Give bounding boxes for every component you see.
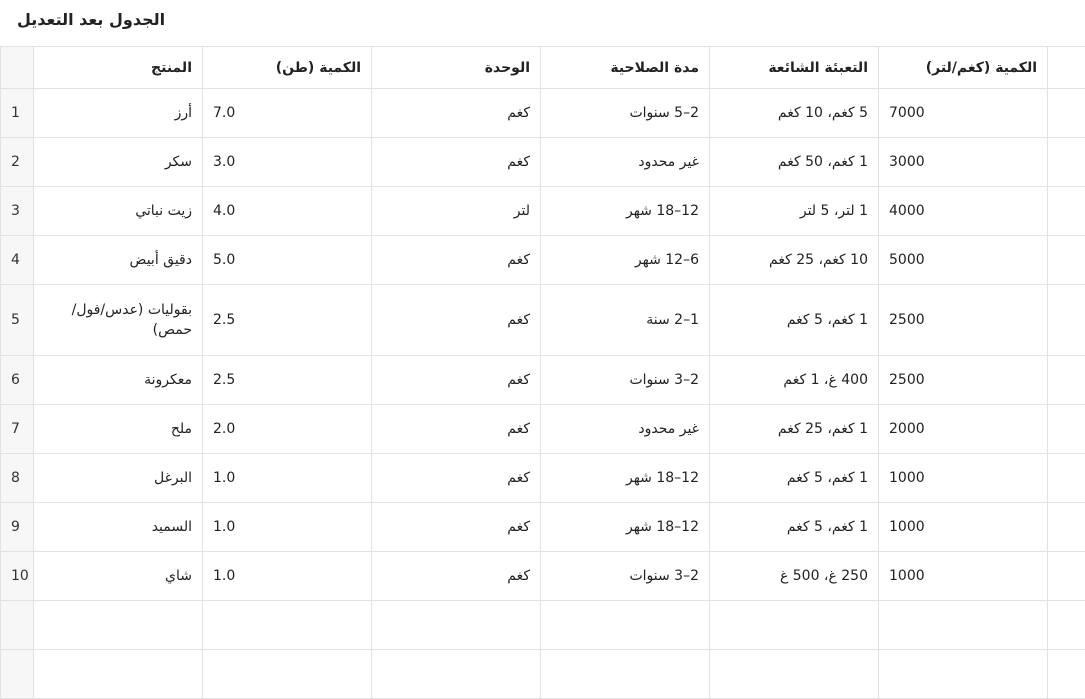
- cell-packaging[interactable]: 250 غ، 500 غ: [710, 552, 879, 601]
- cell-quantity-kg[interactable]: 2500: [879, 356, 1048, 405]
- cell-product[interactable]: بقوليات (عدس/فول/حمص): [34, 285, 203, 356]
- cell-quantity-kg[interactable]: 4000: [879, 187, 1048, 236]
- cell-unit[interactable]: كغم: [372, 503, 541, 552]
- cell-shelf-life[interactable]: 2–3 سنوات: [541, 552, 710, 601]
- table-row[interactable]: [1, 356, 1085, 405]
- cell-empty[interactable]: [1048, 454, 1085, 503]
- table-row[interactable]: [1, 552, 1085, 601]
- cell-quantity-tons[interactable]: 2.5: [203, 285, 372, 356]
- row-number-empty[interactable]: [1, 601, 34, 650]
- cell-product[interactable]: دقيق أبيض: [34, 236, 203, 285]
- cell-empty[interactable]: [203, 650, 372, 699]
- cell-quantity-kg[interactable]: 1000: [879, 552, 1048, 601]
- row-number[interactable]: 1: [1, 89, 34, 138]
- header-unit[interactable]: الوحدة: [372, 47, 541, 89]
- cell-product[interactable]: زيت نباتي: [34, 187, 203, 236]
- empty-row[interactable]: [1, 601, 1085, 650]
- row-number-empty[interactable]: [1, 650, 34, 699]
- cell-empty[interactable]: [1048, 552, 1085, 601]
- cell-quantity-kg[interactable]: 3000: [879, 138, 1048, 187]
- cell-empty[interactable]: [710, 650, 879, 699]
- header-quantity-tons[interactable]: الكمية (طن): [203, 47, 372, 89]
- cell-product[interactable]: البرغل: [34, 454, 203, 503]
- cell-packaging[interactable]: 1 كغم، 25 كغم: [710, 405, 879, 454]
- cell-quantity-tons[interactable]: 2.5: [203, 356, 372, 405]
- table-row[interactable]: [1, 89, 1085, 138]
- cell-empty[interactable]: [1048, 601, 1085, 650]
- cell-packaging[interactable]: 5 كغم، 10 كغم: [710, 89, 879, 138]
- cell-unit[interactable]: كغم: [372, 454, 541, 503]
- row-number[interactable]: 3: [1, 187, 34, 236]
- cell-unit[interactable]: كغم: [372, 89, 541, 138]
- cell-quantity-kg[interactable]: 1000: [879, 454, 1048, 503]
- row-number[interactable]: 10: [1, 552, 34, 601]
- cell-empty[interactable]: [372, 601, 541, 650]
- cell-shelf-life[interactable]: 12–18 شهر: [541, 187, 710, 236]
- cell-quantity-kg[interactable]: 7000: [879, 89, 1048, 138]
- cell-empty[interactable]: [34, 601, 203, 650]
- cell-shelf-life[interactable]: 12–18 شهر: [541, 503, 710, 552]
- cell-unit[interactable]: كغم: [372, 236, 541, 285]
- cell-shelf-life[interactable]: 2–5 سنوات: [541, 89, 710, 138]
- cell-product[interactable]: السميد: [34, 503, 203, 552]
- cell-quantity-kg[interactable]: 2000: [879, 405, 1048, 454]
- cell-packaging[interactable]: 1 كغم، 50 كغم: [710, 138, 879, 187]
- page-title: الجدول بعد التعديل: [17, 10, 165, 29]
- data-table: [0, 46, 1085, 699]
- cell-empty[interactable]: [710, 601, 879, 650]
- cell-product[interactable]: شاي: [34, 552, 203, 601]
- cell-quantity-kg[interactable]: 1000: [879, 503, 1048, 552]
- cell-packaging[interactable]: 10 كغم، 25 كغم: [710, 236, 879, 285]
- row-number[interactable]: 2: [1, 138, 34, 187]
- table-row[interactable]: [1, 454, 1085, 503]
- header-packaging[interactable]: التعبئة الشائعة: [710, 47, 879, 89]
- cell-empty[interactable]: [541, 650, 710, 699]
- cell-shelf-life[interactable]: غير محدود: [541, 138, 710, 187]
- cell-empty[interactable]: [34, 650, 203, 699]
- cell-product[interactable]: أرز: [34, 89, 203, 138]
- cell-unit[interactable]: كغم: [372, 285, 541, 356]
- cell-empty[interactable]: [1048, 650, 1085, 699]
- header-quantity-kg[interactable]: الكمية (كغم/لتر): [879, 47, 1048, 89]
- cell-product[interactable]: ملح: [34, 405, 203, 454]
- cell-quantity-tons[interactable]: 2.0: [203, 405, 372, 454]
- table-row[interactable]: [1, 285, 1085, 356]
- cell-unit[interactable]: لتر: [372, 187, 541, 236]
- header-shelf-life[interactable]: مدة الصلاحية: [541, 47, 710, 89]
- row-number[interactable]: 5: [1, 285, 34, 356]
- cell-shelf-life[interactable]: 2–3 سنوات: [541, 356, 710, 405]
- cell-empty[interactable]: [1048, 89, 1085, 138]
- cell-packaging[interactable]: 1 لتر، 5 لتر: [710, 187, 879, 236]
- row-number[interactable]: 7: [1, 405, 34, 454]
- table-row[interactable]: [1, 503, 1085, 552]
- cell-empty[interactable]: [203, 601, 372, 650]
- cell-packaging[interactable]: 1 كغم، 5 كغم: [710, 454, 879, 503]
- cell-packaging[interactable]: 1 كغم، 5 كغم: [710, 285, 879, 356]
- cell-empty[interactable]: [1048, 503, 1085, 552]
- cell-empty[interactable]: [1048, 236, 1085, 285]
- cell-packaging[interactable]: 400 غ، 1 كغم: [710, 356, 879, 405]
- row-number[interactable]: 8: [1, 454, 34, 503]
- cell-unit[interactable]: كغم: [372, 405, 541, 454]
- row-number[interactable]: 9: [1, 503, 34, 552]
- cell-shelf-life[interactable]: 1–2 سنة: [541, 285, 710, 356]
- cell-quantity-tons[interactable]: 1.0: [203, 454, 372, 503]
- cell-quantity-tons[interactable]: 7.0: [203, 89, 372, 138]
- cell-shelf-life[interactable]: 12–18 شهر: [541, 454, 710, 503]
- row-number[interactable]: 4: [1, 236, 34, 285]
- empty-row[interactable]: [1, 650, 1085, 699]
- cell-empty[interactable]: [1048, 405, 1085, 454]
- cell-empty[interactable]: [1048, 356, 1085, 405]
- table-row[interactable]: [1, 236, 1085, 285]
- cell-product[interactable]: سكر: [34, 138, 203, 187]
- row-number[interactable]: 6: [1, 356, 34, 405]
- cell-quantity-tons[interactable]: 1.0: [203, 503, 372, 552]
- table-row[interactable]: [1, 187, 1085, 236]
- header-row: [1, 47, 1085, 89]
- cell-empty[interactable]: [541, 601, 710, 650]
- table-row[interactable]: [1, 405, 1085, 454]
- corner-cell[interactable]: [1, 47, 34, 89]
- cell-empty[interactable]: [372, 650, 541, 699]
- header-product[interactable]: المنتج: [34, 47, 203, 89]
- cell-quantity-tons[interactable]: 3.0: [203, 138, 372, 187]
- cell-empty[interactable]: [1048, 138, 1085, 187]
- cell-quantity-kg[interactable]: 5000: [879, 236, 1048, 285]
- header-empty[interactable]: [1048, 47, 1085, 89]
- cell-empty[interactable]: [1048, 285, 1085, 356]
- cell-product[interactable]: معكرونة: [34, 356, 203, 405]
- cell-shelf-life[interactable]: غير محدود: [541, 405, 710, 454]
- cell-unit[interactable]: كغم: [372, 138, 541, 187]
- cell-quantity-tons[interactable]: 1.0: [203, 552, 372, 601]
- cell-quantity-tons[interactable]: 4.0: [203, 187, 372, 236]
- cell-empty[interactable]: [879, 650, 1048, 699]
- cell-unit[interactable]: كغم: [372, 356, 541, 405]
- cell-unit[interactable]: كغم: [372, 552, 541, 601]
- cell-shelf-life[interactable]: 6–12 شهر: [541, 236, 710, 285]
- cell-empty[interactable]: [879, 601, 1048, 650]
- cell-packaging[interactable]: 1 كغم، 5 كغم: [710, 503, 879, 552]
- cell-empty[interactable]: [1048, 187, 1085, 236]
- table-row[interactable]: [1, 138, 1085, 187]
- cell-quantity-kg[interactable]: 2500: [879, 285, 1048, 356]
- cell-quantity-tons[interactable]: 5.0: [203, 236, 372, 285]
